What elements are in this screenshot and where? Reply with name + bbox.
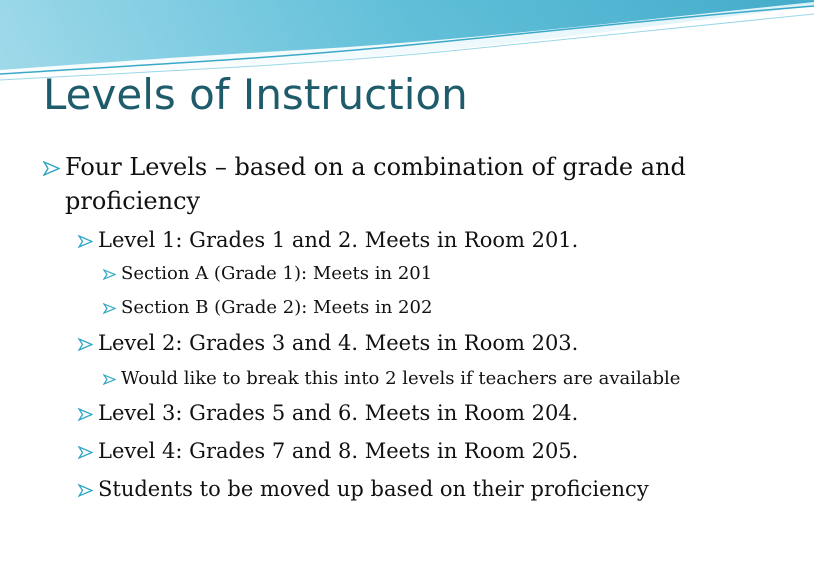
bullet-level-3 — [78, 398, 578, 428]
bullet-text: Section B (Grade 2): Meets in 202 — [121, 297, 433, 318]
arrow-bullet-icon — [78, 484, 93, 497]
bullet-four-levels — [43, 150, 686, 218]
arrow-bullet-icon — [78, 338, 93, 351]
bullet-text: Would like to break this into 2 levels if teachers are available — [121, 368, 681, 389]
slide-title: Levels of Instruction — [43, 70, 468, 119]
bullet-level-4 — [78, 436, 578, 466]
bullet-text: Level 1: Grades 1 and 2. Meets in Room 201. — [98, 228, 579, 252]
arrow-bullet-icon — [78, 446, 93, 459]
bullet-text: Level 4: Grades 7 and 8. Meets in Room 205. — [98, 439, 579, 463]
bullet-section-a — [103, 260, 432, 288]
bullet-text: Four Levels – based on a combination of grade and — [65, 153, 686, 181]
arrow-bullet-icon — [43, 161, 60, 176]
arrow-bullet-icon — [103, 374, 116, 385]
bullet-level-1 — [78, 225, 578, 255]
arrow-bullet-icon — [78, 235, 93, 248]
bullet-students-moved — [78, 474, 649, 504]
bullet-text: Level 3: Grades 5 and 6. Meets in Room 204. — [98, 401, 579, 425]
bullet-text: Section A (Grade 1): Meets in 201 — [121, 263, 433, 284]
bullet-split-levels — [103, 365, 680, 393]
bullet-text-continued: proficiency — [65, 187, 201, 215]
arrow-bullet-icon — [103, 303, 116, 314]
bullet-section-b — [103, 294, 432, 322]
arrow-bullet-icon — [103, 269, 116, 280]
arrow-bullet-icon — [78, 408, 93, 421]
bullet-level-2 — [78, 328, 578, 358]
bullet-text: Level 2: Grades 3 and 4. Meets in Room 203. — [98, 331, 579, 355]
bullet-text: Students to be moved up based on their proficiency — [98, 477, 649, 501]
